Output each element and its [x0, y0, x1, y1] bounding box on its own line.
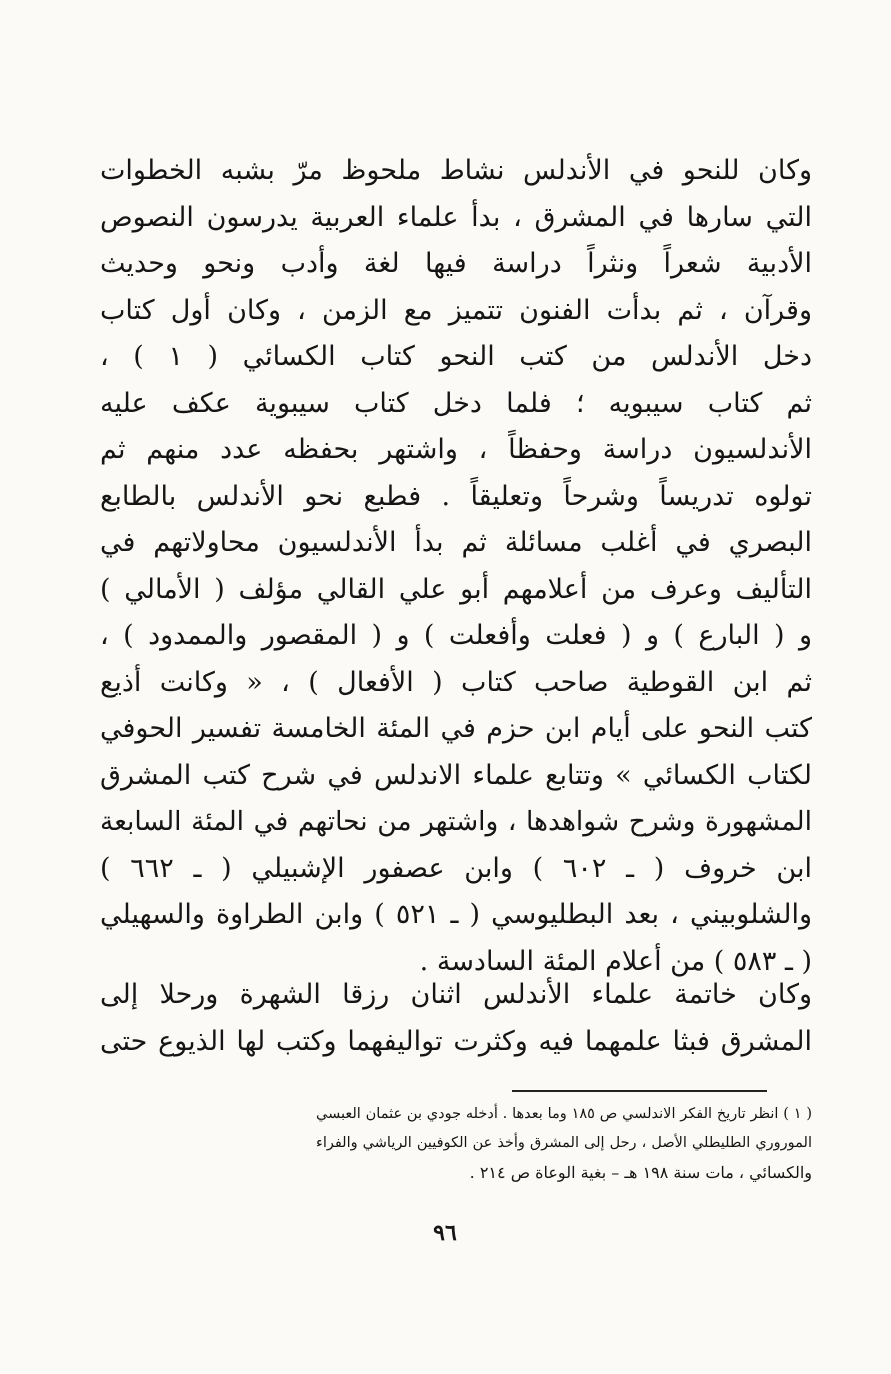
text-line: ( ـ ٥٨٣ ) من أعلام المئة السادسة . [419, 945, 812, 977]
footnote-line: والكسائي ، مات سنة ١٩٨ هـ – بغية الوعاة ص ٢١٤ . [469, 1163, 812, 1182]
text-line: كتب النحو على أيام ابن حزم في المئة الخامسة تفسير الحوفي [100, 713, 812, 744]
text-line: المشهورة وشرح شواهدها ، واشتهر من نحاتهم في المئة السابعة [100, 806, 812, 837]
text-line: و ( البارع ) و ( فعلت وأفعلت ) و ( المقصور والممدود ) ، [100, 620, 812, 651]
text-line: التأليف وعرف من أعلامهم أبو علي القالي مؤلف ( الأمالي ) [100, 573, 812, 605]
footnote-line: الموروري الطليطلي الأصل ، رحل إلى المشرق وأخذ عن الكوفيين الرياشي والفراء [316, 1135, 812, 1151]
text-line: ثم كتاب سيبويه ؛ فلما دخل كتاب سيبوية عكف عليه [100, 387, 812, 419]
main-paragraph-1 [100, 148, 812, 985]
main-paragraph-2 [100, 972, 812, 1065]
text-line: التي سارها في المشرق ، بدأ علماء العربية يدرسون النصوص [100, 201, 812, 233]
text-line: والشلوبيني ، بعد البطليوسي ( ـ ٥٢١ ) وابن الطراوة والسهيلي [100, 899, 812, 930]
page-number: ٩٦ [433, 1220, 457, 1246]
footnote [316, 1100, 812, 1187]
footnote-divider [512, 1090, 767, 1092]
text-line: البصري في أغلب مسائلة ثم بدأ الأندلسيون محاولاتهم في [100, 527, 812, 558]
text-line: دخل الأندلس من كتب النحو كتاب الكسائي ( ١ ) ، [100, 341, 812, 372]
text-line: الأدبية شعراً ونثراً دراسة فيها لغة وأدب ونحو وحديث [100, 248, 812, 279]
text-line: الأندلسيون دراسة وحفظاً ، واشتهر بحفظه عدد منهم ثم [100, 434, 812, 465]
text-line: وقرآن ، ثم بدأت الفنون تتميز مع الزمن ، وكان أول كتاب [100, 294, 812, 326]
text-line: لكتاب الكسائي » وتتابع علماء الاندلس في شرح كتب المشرق [100, 759, 812, 791]
text-line: تولوه تدريساً وشرحاً وتعليقاً . فطبع نحو الأندلس بالطابع [100, 480, 812, 512]
text-line: وكان خاتمة علماء الأندلس اثنان رزقا الشهرة ورحلا إلى [100, 979, 812, 1010]
text-line: ابن خروف ( ـ ٦٠٢ ) وابن عصفور الإشبيلي ( ـ ٦٦٢ ) [100, 852, 812, 884]
text-line: وكان للنحو في الأندلس نشاط ملحوظ مرّ بشبه الخطوات [100, 155, 812, 186]
text-line: ثم ابن القوطية صاحب كتاب ( الأفعال ) ، « وكانت أذيع [100, 666, 812, 698]
text-line: المشرق فبثا علمهما فيه وكثرت تواليفهما وكتب لها الذيوع حتى [100, 1025, 812, 1057]
footnote-line: ( ١ ) انظر تاريخ الفكر الاندلسي ص ١٨٥ وما بعدها . أدخله جودي بن عثمان العبسي [316, 1106, 812, 1122]
